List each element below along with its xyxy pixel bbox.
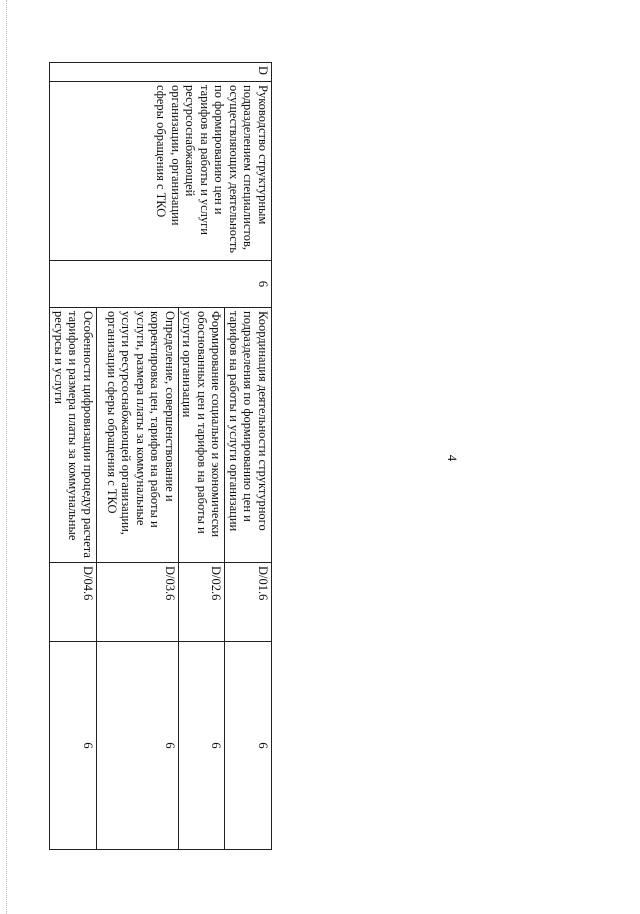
function-level-cell: 6	[179, 642, 226, 850]
function-level-cell: 6	[50, 642, 97, 850]
function-name-cell: Определение, совершенствование и корректировка цен, тарифов на работы и услуги, размера платы за коммунальные услуги ресурсоснабжающей организации, организации сферы обращения с ТКО	[97, 308, 179, 563]
function-code-cell: D/03.6	[97, 563, 179, 642]
page-number: 4	[445, 454, 460, 462]
page-edge	[6, 0, 7, 914]
table-row	[225, 63, 272, 850]
function-level-cell: 6	[97, 642, 179, 850]
functions-table-wrapper	[52, 62, 272, 850]
group-name-cell: Руководство структурным подразделением специалистов, осуществляющих деятельность по формированию цен и тарифов на работы и услуги ресурсоснабжающей организации, организации сферы обращения с ТКО	[50, 82, 272, 261]
function-code-cell: D/01.6	[225, 563, 272, 642]
function-name-cell: Особенности цифровизации процедур расчета тарифов и размера платы за коммунальные ресурсы и услуги	[50, 308, 97, 563]
functions-table	[50, 62, 273, 850]
function-code-cell: D/04.6	[50, 563, 97, 642]
function-name-cell: Формирование социально и экономически обоснованных цен и тарифов на работы и услуги организации	[179, 308, 226, 563]
function-level-cell: 6	[225, 642, 272, 850]
group-code-cell: D	[50, 63, 272, 82]
function-name-cell: Координация деятельности структурного подразделения по формированию цен и тарифов на работы и услуги организации	[225, 308, 272, 563]
rotated-table-area	[52, 62, 272, 850]
group-level-cell: 6	[50, 261, 272, 308]
function-code-cell: D/02.6	[179, 563, 226, 642]
